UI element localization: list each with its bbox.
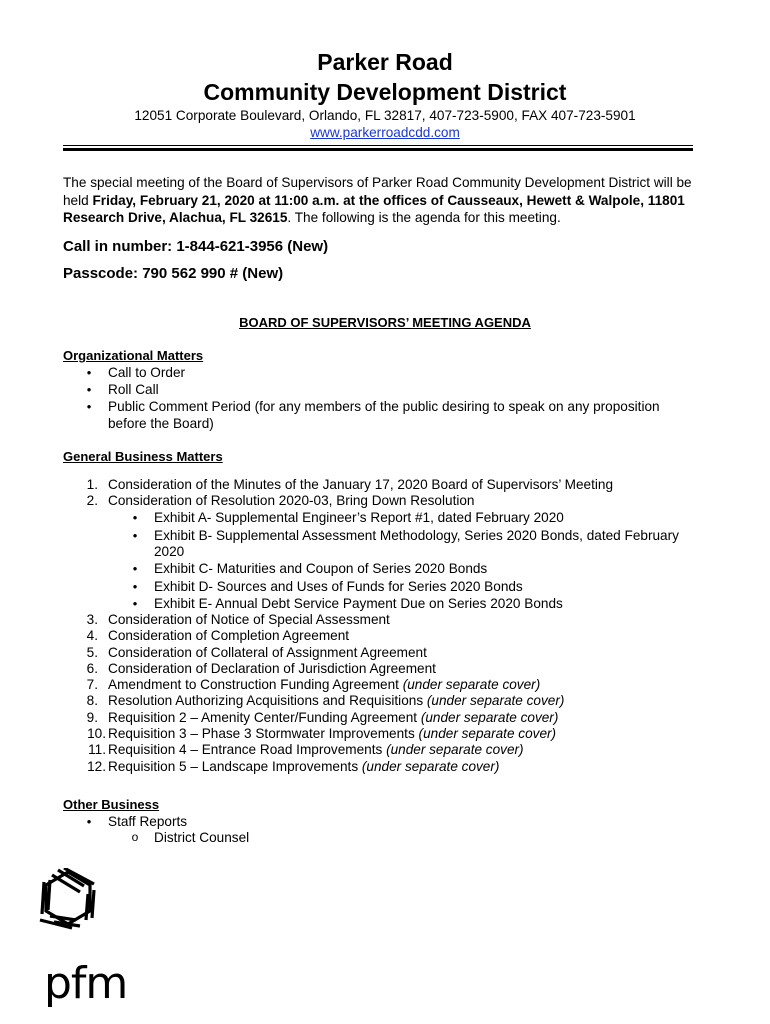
- item-number: 2.: [86, 493, 98, 508]
- circle-bullet-icon: o: [131, 830, 139, 844]
- section-heading-organizational: Organizational Matters: [63, 348, 204, 363]
- district-title-line2: Community Development District: [203, 79, 567, 105]
- item-number: 5.: [86, 645, 98, 660]
- item-number: 6.: [86, 661, 98, 676]
- exhibit-item: Exhibit A- Supplemental Engineer’s Report #1, dated February 2020: [154, 510, 564, 525]
- agenda-item: [108, 612, 390, 628]
- exhibit-item: Exhibit D- Sources and Uses of Funds for Series 2020 Bonds: [154, 579, 523, 594]
- agenda-item-note: (under separate cover): [420, 710, 559, 725]
- list-item-continued: before the Board): [108, 416, 214, 431]
- sub-list-item: District Counsel: [154, 830, 250, 845]
- bullet-icon: •: [132, 596, 138, 611]
- item-number: 1.: [86, 477, 98, 492]
- agenda-item: [108, 645, 427, 661]
- header-rule-thin: [63, 145, 693, 146]
- agenda-item-text: Consideration of Collateral of Assignment Agreement: [108, 645, 427, 660]
- bullet-icon: •: [132, 510, 138, 525]
- bullet-icon: •: [86, 814, 92, 829]
- agenda-title: BOARD OF SUPERVISORS’ MEETING AGENDA: [239, 315, 531, 330]
- bullet-icon: •: [132, 528, 138, 543]
- item-number: 8.: [86, 693, 98, 708]
- agenda-item-text: Consideration of Completion Agreement: [108, 628, 350, 643]
- agenda-item: [108, 693, 564, 709]
- agenda-item-text: Consideration of Resolution 2020-03, Bring Down Resolution: [108, 493, 475, 508]
- agenda-item: [108, 759, 499, 775]
- agenda-item-note: (under separate cover): [386, 742, 524, 757]
- list-item: Staff Reports: [108, 814, 188, 829]
- agenda-item-text: Resolution Authorizing Acquisitions and Requisitions: [108, 693, 427, 708]
- agenda-item-text: Requisition 5 – Landscape Improvements: [108, 759, 362, 774]
- intro-text-before: The special meeting of the Board of Supervisors of Parker Road Community Development District will be held: [63, 175, 692, 208]
- item-number: 3.: [86, 612, 98, 627]
- agenda-item: [108, 742, 524, 758]
- header-rule-thick: [63, 148, 693, 151]
- agenda-item-text: Requisition 4 – Entrance Road Improvements: [108, 742, 387, 757]
- exhibit-item: Exhibit E- Annual Debt Service Payment Due on Series 2020 Bonds: [154, 596, 563, 611]
- item-number: 9.: [86, 710, 98, 725]
- bullet-icon: •: [86, 382, 92, 397]
- pfm-logo-icon: [36, 868, 100, 958]
- bullet-icon: •: [86, 365, 92, 380]
- item-number: 11.: [88, 742, 106, 757]
- agenda-item: [108, 661, 436, 677]
- agenda-item-text: Consideration of the Minutes of the January 17, 2020 Board of Supervisors’ Meeting: [108, 477, 614, 492]
- section-heading-other: Other Business: [63, 797, 160, 812]
- list-item: Call to Order: [108, 365, 186, 380]
- agenda-item: [108, 493, 475, 509]
- item-number: 12.: [87, 759, 106, 774]
- agenda-item: [108, 726, 556, 742]
- agenda-item: [108, 628, 349, 644]
- bullet-icon: •: [86, 399, 92, 414]
- list-item: Public Comment Period (for any members of the public desiring to speak on any proposition: [108, 399, 660, 414]
- call-in-number: Call in number: 1-844-621-3956 (New): [63, 238, 329, 255]
- agenda-item: [108, 477, 613, 493]
- agenda-item-note: (under separate cover): [418, 726, 557, 741]
- intro-text-after: . The following is the agenda for this meeting.: [287, 210, 561, 225]
- district-website-link[interactable]: www.parkerroadcdd.com: [310, 125, 460, 140]
- district-title-line1: Parker Road: [317, 49, 453, 75]
- list-item: Roll Call: [108, 382, 159, 397]
- agenda-item: [108, 677, 540, 693]
- agenda-item-note: (under separate cover): [361, 759, 500, 774]
- meeting-intro: [63, 174, 708, 227]
- item-number: 10.: [87, 726, 106, 741]
- exhibit-item: Exhibit B- Supplemental Assessment Methodology, Series 2020 Bonds, dated February: [154, 528, 679, 543]
- agenda-item-text: Consideration of Declaration of Jurisdiction Agreement: [108, 661, 436, 676]
- agenda-item-text: Consideration of Notice of Special Assessment: [108, 612, 390, 627]
- exhibit-item-continued: 2020: [154, 544, 185, 559]
- passcode: Passcode: 790 562 990 # (New): [63, 265, 284, 282]
- item-number: 4.: [86, 628, 98, 643]
- exhibit-item: Exhibit C- Maturities and Coupon of Series 2020 Bonds: [154, 561, 488, 576]
- section-heading-general: General Business Matters: [63, 449, 223, 464]
- agenda-item-note: (under separate cover): [402, 677, 541, 692]
- agenda-item-text: Amendment to Construction Funding Agreement: [108, 677, 403, 692]
- agenda-item-note: (under separate cover): [426, 693, 565, 708]
- agenda-item-text: Requisition 3 – Phase 3 Stormwater Improvements: [108, 726, 419, 741]
- bullet-icon: •: [132, 579, 138, 594]
- pfm-logo-text: pfm: [44, 958, 128, 1009]
- item-number: 7.: [86, 677, 98, 692]
- agenda-item-text: Requisition 2 – Amenity Center/Funding Agreement: [108, 710, 421, 725]
- bullet-icon: •: [132, 561, 138, 576]
- intro-meeting-details: Friday, February 21, 2020 at 11:00 a.m. at the offices of Causseaux, Hewett & Walpole, 11801 Research Drive, Alachua, FL 32615: [63, 192, 685, 225]
- agenda-item: [108, 710, 558, 726]
- district-address: 12051 Corporate Boulevard, Orlando, FL 32817, 407-723-5900, FAX 407-723-5901: [134, 108, 636, 123]
